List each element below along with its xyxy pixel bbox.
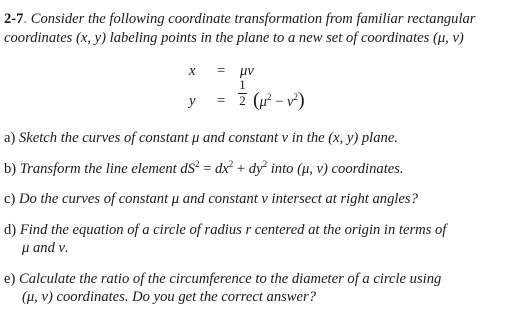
part-e-line-1: [4, 270, 441, 288]
problem-intro-text-2: coordinates (x, y) labeling points in the plane to a new set of coordinates (μ, ν): [4, 30, 464, 46]
part-b-ds: dS: [180, 161, 195, 177]
part-c-label: c): [4, 191, 16, 207]
mu-exponent: 2: [267, 92, 272, 102]
problem-intro-text-1: Consider the following coordinate transformation from familiar rectangular: [30, 11, 476, 27]
problem-number: 2-7: [4, 11, 24, 27]
equation-x-equals: =: [217, 63, 226, 79]
mu-symbol: μ: [259, 94, 267, 110]
part-b-pre: Transform the line element: [19, 161, 177, 177]
part-a: [4, 129, 398, 147]
equation-y-lhs: y: [189, 93, 196, 109]
part-d-text-2: μ and ν.: [22, 240, 69, 256]
problem-intro-line-1: [4, 10, 476, 28]
part-b: [4, 160, 404, 178]
fraction-numerator: 1: [239, 77, 246, 92]
nu-exponent: 2: [293, 92, 299, 102]
part-c-text: Do the curves of constant μ and constant ν intersect at right angles?: [19, 191, 418, 207]
part-d-line-1: [4, 221, 446, 239]
part-e-text-1: Calculate the ratio of the circumference to the diameter of a circle using: [19, 271, 442, 287]
fraction-denominator: 2: [239, 93, 246, 108]
part-d-line-2: [22, 239, 69, 257]
part-e-label: e): [4, 271, 16, 287]
part-b-dy: dy: [248, 161, 263, 177]
close-paren: ): [298, 89, 305, 111]
open-paren: (: [253, 89, 260, 111]
part-d-text-1: Find the equation of a circle of radius r centered at the origin in terms of: [19, 222, 447, 238]
part-b-equals: =: [199, 161, 215, 177]
equation-y-equals: =: [217, 93, 226, 109]
nu-symbol: ν: [287, 94, 294, 110]
part-b-plus: +: [233, 161, 249, 177]
minus-sign: −: [275, 94, 284, 110]
equation-y-rhs: [253, 89, 305, 112]
part-b-dy-exp: 2: [262, 159, 268, 169]
part-b-post: into (μ, ν) coordinates.: [267, 161, 404, 177]
part-e-text-2: (μ, ν) coordinates. Do you get the correct answer?: [22, 289, 316, 305]
part-e-line-2: [22, 288, 316, 306]
part-b-dx-exp: 2: [228, 159, 234, 169]
fraction-one-half: [238, 78, 247, 108]
equation-x-rhs: μν: [240, 63, 254, 79]
part-c: [4, 190, 418, 208]
part-d-label: d): [4, 222, 17, 238]
equation-x-lhs: x: [189, 63, 196, 79]
part-b-dx: dx: [214, 161, 229, 177]
part-b-label: b): [4, 161, 17, 177]
problem-number-dot: .: [23, 11, 28, 27]
part-a-text: Sketch the curves of constant μ and constant ν in the (x, y) plane.: [19, 130, 398, 146]
part-b-ds-exp: 2: [194, 159, 200, 169]
problem-intro-line-2: [4, 29, 464, 47]
part-a-label: a): [4, 130, 16, 146]
